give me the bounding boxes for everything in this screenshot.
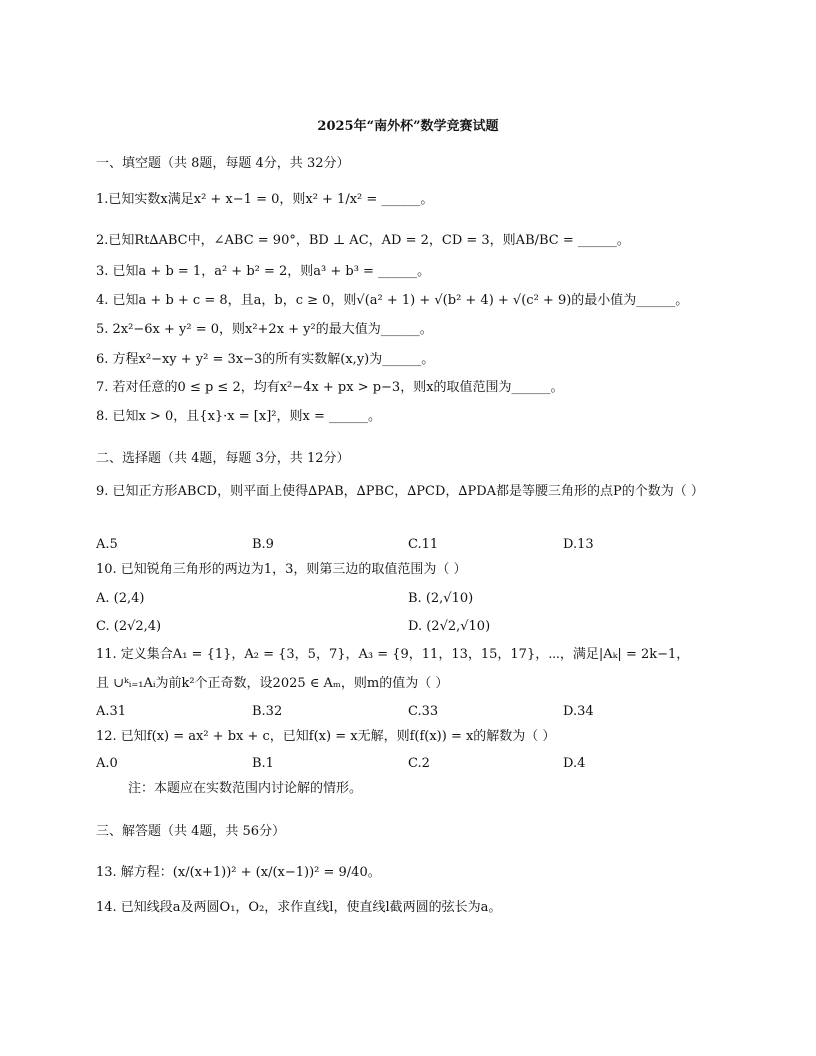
q12-option-c: C.2 <box>408 756 430 771</box>
question-14: 14. 已知线段a及两圆O₁，O₂，求作直线l，使直线l截两圆的弦长为a。 <box>96 900 502 915</box>
question-6: 6. 方程x²−xy + y² = 3x−3的所有实数解(x,y)为______。 <box>96 352 435 367</box>
q9-option-a: A.5 <box>96 537 118 552</box>
q11-option-b: B.32 <box>252 704 283 719</box>
q11-option-d: D.34 <box>563 704 594 719</box>
question-12: 12. 已知f(x) = ax² + bx + c，已知f(x) = x无解，则f(f(x)) = x的解数为（ ） <box>96 729 556 744</box>
q12-option-b: B.1 <box>252 756 274 771</box>
question-9: 9. 已知正方形ABCD，则平面上使得∆PAB，∆PBC，∆PCD，∆PDA都是等腰三角形的点P的个数为（ ） <box>96 484 704 499</box>
question-8: 8. 已知x > 0，且{x}·x = [x]²，则x = ______。 <box>96 409 381 424</box>
question-11-line-1: 11. 定义集合A₁ = {1}，A₂ = {3，5，7}，A₃ = {9，11，13，15，17}，⋯，满足|Aₖ| = 2k−1， <box>96 647 690 662</box>
question-5: 5. 2x²−6x + y² = 0，则x²+2x + y²的最大值为______。 <box>96 322 433 337</box>
q11-option-a: A.31 <box>96 704 127 719</box>
question-11-line-2: 且 ∪ᵏᵢ₌₁Aᵢ为前k²个正奇数，设2025 ∈ Aₘ，则m的值为（ ） <box>96 676 449 691</box>
question-12-note: 注：本题应在实数范围内讨论解的情形。 <box>128 781 363 796</box>
q10-option-a: A. (2,4) <box>96 591 145 606</box>
question-10: 10. 已知锐角三角形的两边为1，3，则第三边的取值范围为（ ） <box>96 562 467 577</box>
q11-option-c: C.33 <box>408 704 439 719</box>
q10-option-c: C. (2√2,4) <box>96 619 162 634</box>
q10-option-d: D. (2√2,√10) <box>408 619 491 634</box>
question-2: 2.已知Rt∆ABC中，∠ABC = 90°，BD ⊥ AC，AD = 2，CD = 3，则AB/BC = ______。 <box>96 233 630 248</box>
q9-option-b: B.9 <box>252 537 274 552</box>
q10-option-b: B. (2,√10) <box>408 591 474 606</box>
page-title: 2025年“南外杯”数学竞赛试题 <box>317 119 499 134</box>
q12-option-d: D.4 <box>563 756 586 771</box>
q9-option-c: C.11 <box>408 537 439 552</box>
q12-option-a: A.0 <box>96 756 118 771</box>
section-2-header: 二、选择题（共 4题，每题 3分，共 12分） <box>96 451 350 466</box>
question-3: 3. 已知a + b = 1，a² + b² = 2，则a³ + b³ = ______。 <box>96 264 431 279</box>
question-1: 1.已知实数x满足x² + x−1 = 0，则x² + 1/x² = ______。 <box>96 192 434 207</box>
question-7: 7. 若对任意的0 ≤ p ≤ 2，均有x²−4x + px > p−3，则x的取值范围为______。 <box>96 380 564 395</box>
question-13: 13. 解方程：(x/(x+1))² + (x/(x−1))² = 9/40。 <box>96 865 381 880</box>
question-4: 4. 已知a + b + c = 8，且a，b，c ≥ 0，则√(a² + 1) + √(b² + 4) + √(c² + 9)的最小值为______。 <box>96 293 689 308</box>
section-1-header: 一、填空题（共 8题，每题 4分，共 32分） <box>96 156 350 171</box>
section-3-header: 三、解答题（共 4题，共 56分） <box>96 824 286 839</box>
q9-option-d: D.13 <box>563 537 594 552</box>
